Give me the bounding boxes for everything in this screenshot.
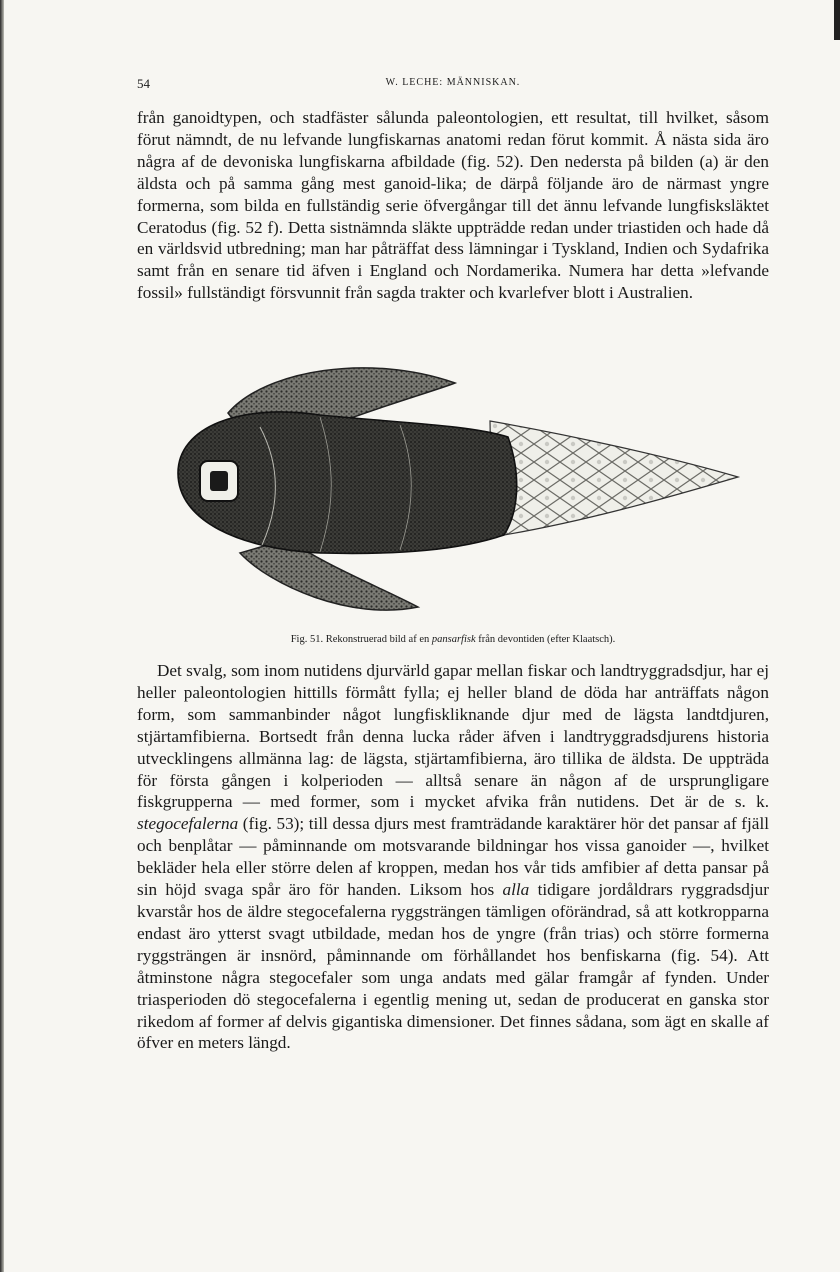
term-stegocefalerna: stegocefalerna: [137, 814, 239, 834]
armored-fish-illustration: [170, 345, 745, 627]
paragraph-2-part-3: tidigare jordåldrars ryggradsdjur kvarstår hos de äldre stegocefalerna ryggsträngen tämligen oförändrad, så att kotkropparna endast äro ytterst svagt utbildade, medan hos de yngre (från trias) och större formerna ryggsträngen är insnörd, påminnande om förhållandet hos benfiskarna (fig. 54). Att åtminstone några stegocefaler som unga andats med gälar framgår af fynden. Under triasperioden dö stegocefalerna i egentlig mening ut, sedan de producerat en ganska stor rikedom af former af delvis gigantiska dimensioner. Det finnes sådana, som ägt en skalle af öfver en meters längd.: [137, 880, 769, 1053]
page-edge-shadow: [0, 0, 4, 1272]
term-alla: alla: [502, 880, 530, 900]
figure-caption: [137, 634, 769, 645]
paragraph-2: [137, 660, 769, 1054]
paragraph-2-part-1: Det svalg, som inom nutidens djurvärld gapar mellan fiskar och landtryggradsdjur, har ej heller paleontologien hittills förmått fylla; ej heller bland de döda har anträffats någon form, som sammanbinder något lungfiskliknande djur med de lägsta landtdjuren, stjärtamfibierna. Bortsedt från denna lucka råder äfven i landtryggradsdjurens historia utvecklingens allmänna lag: de lägsta, stjärtamfibierna, äro tillika de äldsta. De uppträda för första gången i kolperioden — alltså senare än någon af de ursprungligare fiskgrupperna — med former, som i mycket afvika från nutidens. Det är de s. k.: [137, 661, 769, 812]
paragraph-1: från ganoidtypen, och stadfäster sålunda paleontologien, ett resultat, till hvilket, såsom förut nämndt, de nu lefvande lungfiskarnas anatomi redan förut kommit. Å nästa sida äro några af de devoniska lungfiskarna afbildade (fig. 52). Den nedersta på bilden (a) är den äldsta och på samma gång mest ganoid-lika; de därpå följande äro de närmast yngre formerna, som bilda en fullständig serie öfvergångar till det ännu lefvande lungfisksläktet Ceratodus (fig. 52 f). Detta sistnämnda släkte uppträdde redan under triastiden och hade då en världsvid utbredning; man har påträffat dess lämningar i Tyskland, Indien och Sydafrika samt från en senare tid äfven i England och Nordamerika. Numera har detta »lefvande fossil» fullständigt försvunnit från sagda trakter och kvarlefver blott i Australien.: [137, 108, 769, 303]
paragraph-2-part-2: (fig. 53); till dessa djurs mest framträdande karaktärer hör det pansar af fjäll och benplåtar — påminnande om motsvarande bildningar hos vissa ganoider —, hvilket bekläder hela eller större delen af kroppen, medan hos vår tids amfibier af detta pansar på sin höjd svaga spår äro för handen. Liksom hos: [137, 814, 769, 900]
page-edge-mark: [834, 0, 840, 40]
figure-pansarfisk: [170, 345, 745, 627]
caption-prefix: Fig. 51. Rekonstruerad bild af en: [290, 634, 432, 645]
caption-suffix: från devontiden (efter Klaatsch).: [475, 634, 616, 645]
running-head: W. LECHE: MÄNNISKAN.: [385, 77, 521, 88]
page-number: 54: [137, 76, 150, 91]
caption-species: pansarfisk: [431, 634, 476, 645]
page-header: [137, 76, 769, 96]
